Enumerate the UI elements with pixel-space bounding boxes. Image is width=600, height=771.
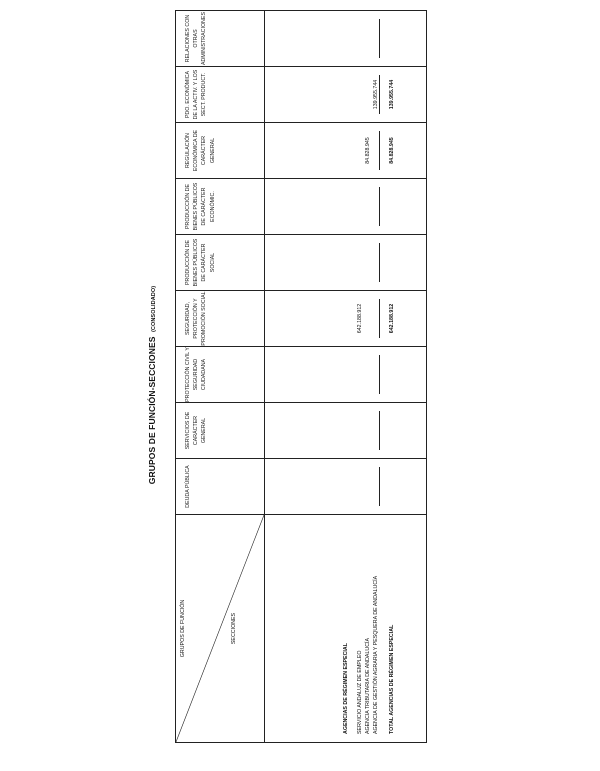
cell-fomento bbox=[265, 67, 427, 123]
cell-bienes-social bbox=[265, 235, 427, 291]
subtotal-rule bbox=[379, 411, 380, 450]
row-label-sae: SERVICIO ANDALUZ DE EMPLEO bbox=[357, 650, 363, 734]
title-main: GRUPOS DE FUNCIÓN-SECCIONES bbox=[147, 336, 157, 485]
col-header-deuda: DEUDA PÚBLICA bbox=[176, 459, 265, 515]
subtotal-rule bbox=[379, 75, 380, 114]
col-header-relaciones: RELACIONES CON OTRAS ADMINISTRACIONES bbox=[176, 11, 265, 67]
body-row bbox=[265, 11, 427, 743]
subtotal-rule bbox=[379, 299, 380, 338]
subtotal-rule bbox=[379, 355, 380, 394]
col-header-bienes-econ: PRODUCCIÓN DE BIENES PÚBLICOS DE CARÁCTER ECONÓMIC. bbox=[176, 179, 265, 235]
cell-deuda bbox=[265, 459, 427, 515]
diagonal-divider bbox=[176, 515, 264, 742]
function-sections-table bbox=[175, 10, 427, 743]
col-header-bienes-social: PRODUCCIÓN DE BIENES PÚBLICOS DE CARÁCTER SOCIAL bbox=[176, 235, 265, 291]
subtotal-rule bbox=[379, 243, 380, 282]
cell-servicios bbox=[265, 403, 427, 459]
value-seguridad-sae: 642.188.912 bbox=[357, 303, 363, 334]
col-header-regulacion: REGULACIÓN ECONÓMICA DE CARÁCTER GENERAL bbox=[176, 123, 265, 179]
value-fomento-total: 139.955.744 bbox=[389, 79, 395, 110]
group-heading: AGENCIAS DE RÉGIMEN ESPECIAL bbox=[343, 643, 349, 734]
rotated-page bbox=[147, 12, 425, 743]
header-corner bbox=[176, 515, 265, 743]
value-fomento-agapa: 139.955.744 bbox=[373, 79, 379, 110]
subtotal-rule bbox=[379, 467, 380, 506]
cell-relaciones bbox=[265, 11, 427, 67]
corner-bottom-label: SECCIONES bbox=[231, 612, 237, 645]
value-regulacion-total: 84.828.945 bbox=[389, 137, 395, 164]
cell-proteccion bbox=[265, 347, 427, 403]
cell-seguridad bbox=[265, 291, 427, 347]
cell-bienes-econ bbox=[265, 179, 427, 235]
row-label-agapa: AGENCIA DE GESTIÓN AGRARIA Y PESQUERA DE ANDALUCÍA bbox=[373, 575, 379, 734]
title-sub: (CONSOLIDADO) bbox=[151, 285, 157, 333]
total-label: TOTAL AGENCIAS DE RÉGIMEN ESPECIAL bbox=[389, 624, 395, 734]
sections-cell bbox=[265, 515, 427, 743]
value-regulacion-ata: 84.828.945 bbox=[365, 137, 371, 164]
col-header-proteccion: PROTECCIÓN CIVIL Y SEGURIDAD CIUDADANA bbox=[176, 347, 265, 403]
row-label-ata: AGENCIA TRIBUTARIA DE ANDALUCÍA bbox=[365, 637, 371, 734]
subtotal-rule bbox=[379, 19, 380, 58]
header-row bbox=[176, 11, 265, 743]
col-header-seguridad: SEGURIDAD, PROTECCIÓN Y PROMOCIÓN SOCIAL bbox=[176, 291, 265, 347]
cell-regulacion bbox=[265, 123, 427, 179]
value-seguridad-total: 642.188.912 bbox=[389, 303, 395, 334]
page-title bbox=[147, 27, 157, 743]
corner-top-label: GRUPOS DE FUNCIÓN bbox=[180, 599, 186, 658]
subtotal-rule bbox=[379, 131, 380, 170]
subtotal-rule bbox=[379, 187, 380, 226]
col-header-fomento: PDO. ECONÓMICA DE LA ACTIV. Y LOS SECT. PRODUCT. bbox=[176, 67, 265, 123]
col-header-servicios: SERVICIOS DE CARÁCTER GENERAL bbox=[176, 403, 265, 459]
